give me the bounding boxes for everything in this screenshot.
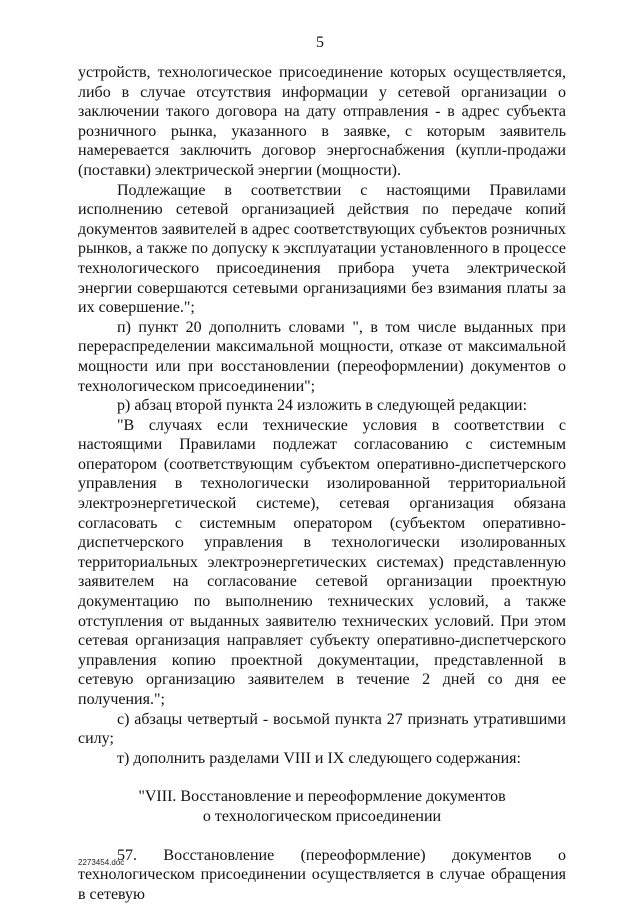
quoted-paragraph: "В случаях если технические условия в соответствии с настоящими Правилами подлежат согласованию с системным оператором (соответствующим субъектом оперативно-диспетчерского управления в технологически изолированной территориальной электроэнергетической системе), сетевая организация обязана согласовать с системным оператором (субъектом оперативно-диспетчерского управления в технологически изолированных территориальных электроэнергетических системах) представленную заявителем на согласование сетевой организации проектную документацию по выполнению технических условий, а также отступления от выданных заявителю технических условий. При этом сетевая организация направляет субъекту оперативно-диспетчерского управления копию проектной документации, представленной в сетевую организацию заявителем в течение 2 дней со дня ее получения."; (78, 416, 566, 708)
page-number: 5 (316, 34, 324, 51)
footer-filename: 2273454.doc (78, 858, 125, 867)
paragraph-57: 57. Восстановление (переоформление) документов о технологическом присоединении осуществляется в случае обращения в сетевую (78, 846, 566, 903)
paragraph: Подлежащие в соответствии с настоящими Правилами исполнению сетевой организацией действия по передаче копий документов заявителей в адрес соответствующих субъектов розничных рынков, а также по допуску к эксплуатации установленного в процессе технологического присоединения прибора учета электрической энергии совершаются сетевыми организациями без взимания платы за их совершение."; (78, 181, 566, 317)
section-heading-line-2: о технологическом присоединении (202, 807, 442, 825)
paragraph-continuation: устройств, технологическое присоединение которых осуществляется, либо в случае отсутствия информации у сетевой организации о заключении такого договора на дату отправления - в адрес субъекта розничного рынка, указанного в заявке, с которым заявитель намеревается заключить договор энергоснабжения (купли-продажи (поставки) электрической энергии (мощности). (78, 64, 566, 179)
section-heading-line-1: "VIII. Восстановление и переоформление документов (138, 788, 506, 806)
paragraph-item-r: р) абзац второй пункта 24 изложить в следующей редакции: (117, 397, 528, 415)
section-heading (78, 787, 566, 826)
document-body (78, 63, 566, 904)
paragraph-item-s: с) абзацы четвертый - восьмой пункта 27 признать утратившими силу; (78, 710, 566, 748)
paragraph-item-t: т) дополнить разделами VIII и IX следующего содержания: (117, 749, 521, 767)
paragraph-item-p: п) пункт 20 дополнить словами ", в том числе выданных при перераспределении максимальной мощности, отказе от максимальной мощности или при восстановлении (переоформлении) документов о технологическом присоединении"; (78, 318, 566, 395)
